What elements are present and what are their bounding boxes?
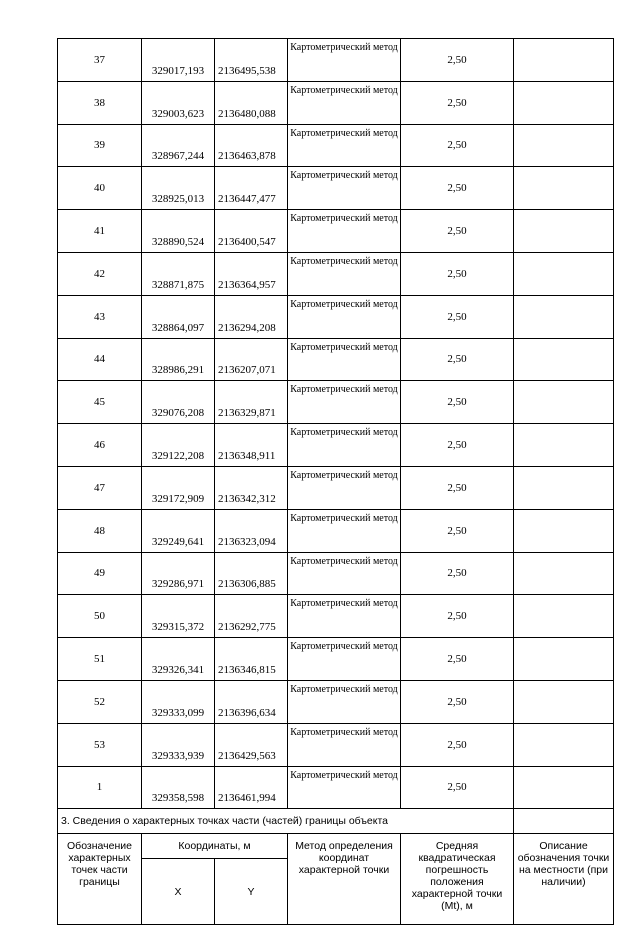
coordinate-y: 2136495,538 (215, 39, 288, 82)
coordinate-x: 328864,097 (142, 295, 215, 338)
description-cell (514, 509, 614, 552)
coordinate-x: 329122,208 (142, 424, 215, 467)
coordinate-y: 2136342,312 (215, 466, 288, 509)
point-number: 41 (58, 210, 142, 253)
method-cell: Картометрический метод (288, 167, 401, 210)
header-y: Y (215, 859, 288, 925)
method-cell: Картометрический метод (288, 81, 401, 124)
method-cell: Картометрический метод (288, 424, 401, 467)
error-cell: 2,50 (401, 167, 514, 210)
coordinate-x: 328967,244 (142, 124, 215, 167)
method-cell: Картометрический метод (288, 295, 401, 338)
method-cell: Картометрический метод (288, 338, 401, 381)
error-cell: 2,50 (401, 552, 514, 595)
table-row (58, 466, 614, 509)
point-number: 40 (58, 167, 142, 210)
description-cell (514, 466, 614, 509)
description-cell (514, 723, 614, 766)
coordinate-x: 328986,291 (142, 338, 215, 381)
error-cell: 2,50 (401, 723, 514, 766)
description-cell (514, 252, 614, 295)
coordinate-x: 329249,641 (142, 509, 215, 552)
coordinate-x: 329017,193 (142, 39, 215, 82)
error-cell: 2,50 (401, 210, 514, 253)
method-cell: Картометрический метод (288, 680, 401, 723)
table-row (58, 638, 614, 681)
error-cell: 2,50 (401, 638, 514, 681)
point-number: 46 (58, 424, 142, 467)
description-cell (514, 424, 614, 467)
coordinate-y: 2136400,547 (215, 210, 288, 253)
table-row (58, 338, 614, 381)
coordinate-x: 328925,013 (142, 167, 215, 210)
method-cell: Картометрический метод (288, 638, 401, 681)
description-cell (514, 680, 614, 723)
point-number: 43 (58, 295, 142, 338)
coordinate-y: 2136348,911 (215, 424, 288, 467)
error-cell: 2,50 (401, 39, 514, 82)
description-cell (514, 766, 614, 809)
point-number: 45 (58, 381, 142, 424)
section-3-title: 3. Сведения о характерных точках части (частей) границы объекта (58, 809, 514, 834)
description-cell (514, 638, 614, 681)
error-cell: 2,50 (401, 124, 514, 167)
table-row (58, 295, 614, 338)
coordinate-y: 2136461,994 (215, 766, 288, 809)
table-row (58, 252, 614, 295)
coordinate-y: 2136323,094 (215, 509, 288, 552)
description-cell (514, 595, 614, 638)
description-cell (514, 338, 614, 381)
point-number: 48 (58, 509, 142, 552)
section-3-title-empty-cell (514, 809, 614, 834)
method-cell: Картометрический метод (288, 381, 401, 424)
description-cell (514, 167, 614, 210)
table-row (58, 39, 614, 82)
method-cell: Картометрический метод (288, 39, 401, 82)
point-number: 53 (58, 723, 142, 766)
table-row (58, 595, 614, 638)
table-row (58, 424, 614, 467)
point-number: 1 (58, 766, 142, 809)
coordinate-y: 2136364,957 (215, 252, 288, 295)
coordinate-y: 2136306,885 (215, 552, 288, 595)
error-cell: 2,50 (401, 466, 514, 509)
coordinate-x: 329333,099 (142, 680, 215, 723)
method-cell: Картометрический метод (288, 210, 401, 253)
point-number: 49 (58, 552, 142, 595)
table-row (58, 680, 614, 723)
header-method: Метод определения координат характерной точки (288, 834, 401, 925)
header-error: Средняя квадратическая погрешность положения характерной точки (Mt), м (401, 834, 514, 925)
table-row (58, 509, 614, 552)
coordinate-x: 328871,875 (142, 252, 215, 295)
point-number: 37 (58, 39, 142, 82)
error-cell: 2,50 (401, 766, 514, 809)
method-cell: Картометрический метод (288, 595, 401, 638)
point-number: 50 (58, 595, 142, 638)
description-cell (514, 210, 614, 253)
header-x: X (142, 859, 215, 925)
description-cell (514, 552, 614, 595)
description-cell (514, 295, 614, 338)
point-number: 42 (58, 252, 142, 295)
point-number: 39 (58, 124, 142, 167)
coordinate-y: 2136480,088 (215, 81, 288, 124)
error-cell: 2,50 (401, 424, 514, 467)
error-cell: 2,50 (401, 295, 514, 338)
coordinate-y: 2136292,775 (215, 595, 288, 638)
error-cell: 2,50 (401, 595, 514, 638)
table-row (58, 766, 614, 809)
header-description: Описание обозначения точки на местности (при наличии) (514, 834, 614, 925)
method-cell: Картометрический метод (288, 552, 401, 595)
point-number: 47 (58, 466, 142, 509)
table-row (58, 167, 614, 210)
coordinate-x: 328890,524 (142, 210, 215, 253)
point-number: 51 (58, 638, 142, 681)
coordinate-y: 2136396,634 (215, 680, 288, 723)
coordinate-x: 329172,909 (142, 466, 215, 509)
coordinate-x: 329076,208 (142, 381, 215, 424)
coordinate-x: 329286,971 (142, 552, 215, 595)
header-point-designation: Обозначение характерных точек части границы (58, 834, 142, 925)
table-row (58, 81, 614, 124)
coordinate-x: 329315,372 (142, 595, 215, 638)
error-cell: 2,50 (401, 81, 514, 124)
table-row (58, 381, 614, 424)
error-cell: 2,50 (401, 381, 514, 424)
table-row (58, 723, 614, 766)
error-cell: 2,50 (401, 338, 514, 381)
coordinate-x: 329003,623 (142, 81, 215, 124)
coordinate-y: 2136429,563 (215, 723, 288, 766)
error-cell: 2,50 (401, 252, 514, 295)
table-row (58, 124, 614, 167)
method-cell: Картометрический метод (288, 124, 401, 167)
description-cell (514, 381, 614, 424)
method-cell: Картометрический метод (288, 509, 401, 552)
coordinate-y: 2136447,477 (215, 167, 288, 210)
description-cell (514, 124, 614, 167)
boundary-points-table (57, 38, 614, 925)
coordinate-y: 2136346,815 (215, 638, 288, 681)
coordinate-x: 329358,598 (142, 766, 215, 809)
coordinate-y: 2136294,208 (215, 295, 288, 338)
coordinate-y: 2136207,071 (215, 338, 288, 381)
point-number: 38 (58, 81, 142, 124)
description-cell (514, 39, 614, 82)
coordinate-y: 2136463,878 (215, 124, 288, 167)
error-cell: 2,50 (401, 680, 514, 723)
method-cell: Картометрический метод (288, 723, 401, 766)
coordinate-x: 329326,341 (142, 638, 215, 681)
coordinate-y: 2136329,871 (215, 381, 288, 424)
coordinate-x: 329333,939 (142, 723, 215, 766)
method-cell: Картометрический метод (288, 766, 401, 809)
points-rows (58, 39, 614, 809)
point-number: 52 (58, 680, 142, 723)
error-cell: 2,50 (401, 509, 514, 552)
table-row (58, 210, 614, 253)
header-coordinates: Координаты, м (142, 834, 288, 859)
point-number: 44 (58, 338, 142, 381)
method-cell: Картометрический метод (288, 466, 401, 509)
table-row (58, 552, 614, 595)
method-cell: Картометрический метод (288, 252, 401, 295)
description-cell (514, 81, 614, 124)
